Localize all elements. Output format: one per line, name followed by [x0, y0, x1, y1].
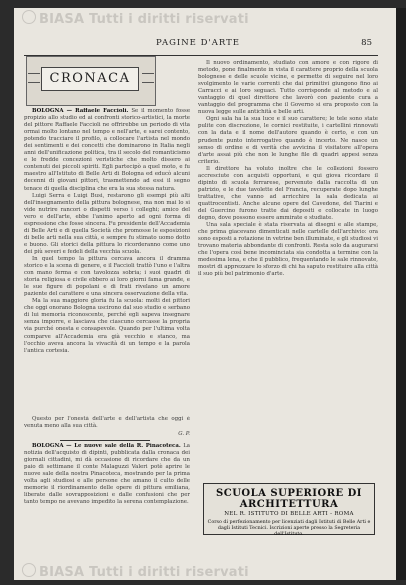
watermark-bottom [22, 563, 249, 580]
running-title: PAGINE D'ARTE [156, 38, 240, 48]
banner-ornament-right-icon [142, 73, 154, 83]
page-number: 85 [361, 38, 372, 48]
page-edge-shadow [396, 8, 406, 580]
ad-body: Corso di perfezionamento per licenziati dagli Istituti di Belle Arti e dagli Istituti Tecnici. Iscrizioni aperte presso la Segreteria dell'Istituto. [207, 520, 371, 537]
page-header [14, 38, 382, 54]
banner-title: CRONACA [41, 67, 139, 91]
left-column-closing [24, 416, 190, 438]
paragraph: Il nuovo ordinamento, studiato con amore e con rigore di metodo, pone finalmente in vista il carattere proprio della scuola bolognese e delle scuole vicine, e permette di seguire nel loro svolgimento le varie correnti che dai primitivi giungono fino ai Carracci e ai loro seguaci. Tutto corrisponde al metodo e al vantaggio di quel direttore che lavorò con paziente cura a vantaggio del programma che il Governo si era proposto con la nuova legge sulle antichità e belle arti. [198, 60, 378, 116]
right-column-article [198, 60, 378, 478]
ad-title: SCUOLA SUPERIORE DI ARCHITETTURA [216, 488, 362, 510]
paragraph: Luigi Serra e Luigi Busi, restarono gli esempi più alti dell'insegnamento della pittura bolognese, ma non mai lo si vide nutrire rancori o dispetti verso i colleghi; amico del vero e dell'arte, ebbe l'animo aperto ad ogni forma di espressione che fosse sincera. Fu presidente dell'Accademia di Belle Arti e di quella Società che promosse le esposizioni di belle arti nella sua città, e sempre fu stimato uomo dotto e buono. Gli storici della pittura lo ricorderanno come uno dei più severi e fedeli della vecchia scuola. [24, 192, 190, 255]
signature: G. P. [178, 431, 190, 438]
cronaca-banner [26, 56, 156, 106]
paragraph: Il direttore ha voluto inoltre che le collezioni fossero accresciute con acquisti opportuni, e qui giova ricordare il dipinto di scuola ferrarese, pervenuto dalla raccolta di un patrizio, e le due tavolette del Francia, recuperate dopo lunghe trattative, che vanno ad arricchire la sala dedicata ai quattrocentisti. Anche alcune opere del Cavedone, del Tiarini e del Guercino furono tratte dai depositi e collocate in luogo degno, dove possono essere ammirate e studiate. [198, 165, 378, 222]
watermark-top [22, 10, 249, 27]
paragraph: Se il momento fosse propizio allo studio ed ai confronti storico-artistici, la morte del pittore Raffaele Faccioli ne offrirebbe un periodo di vita ormai molto lontano nel tempo e nell'arte, e sarei contento, potendo tracciare il profilo, a collocare l'artista nel mondo dei sentimenti e dei concetti che dominarono in Italia negli anni dell'unificazione politica, tra il secolo del romanticismo e le fredde concezioni veristiche che molto dissero ai contenuti dei piccoli spiriti. Egli partecipò a quel moto, e fu maestro all'Istituto di Belle Arti di Bologna ed educò alcuni decenni di giovani pittori, trasmettendo ad essi il segno tenace di quella disciplina che era la sua stessa natura. [24, 108, 190, 192]
left-column-article [24, 108, 190, 416]
paragraph: La notizia dell'acquisto di dipinti, pubblicata dalla cronaca dei giornali cittadini, mi dà occasione di ricordare che da un paio di settimane il conte Malaguzzi Valeri potè aprire le nuove sale della nostra Pinacoteca, mostrando per la prima volta agli studiosi e alle persone che amano il culto delle memorie il riordinamento delle opere di pittura emiliana, liberate dalle sovrapposizioni e dalle confusioni che per tanto tempo ne avevano impedito la serena contemplazione. [24, 443, 190, 506]
watermark-top-text: BIASA Tutti i diritti riservati [39, 12, 249, 27]
paragraph: Ma la sua maggiore gloria fu la scuola: molti dei pittori che oggi onorano Bologna uscirono dal suo studio e serbano di lui memoria riconoscente, perché egli sapeva insegnare senza imporre, e lasciava che ciascuno cercasse la propria via purché onesta e consapevole. Quando per l'ultima volta comparve all'Accademia era già vecchio e stanco, ma l'occhio aveva ancora la vivacità di un tempo e la parola l'antica cortesia. [24, 298, 190, 354]
closing-paragraph: Questo per l'onestà dell'arte e dell'artista che oggi è venuta meno alla sua città. [24, 416, 190, 430]
banner-ornament-left-icon [28, 73, 40, 83]
watermark-bottom-text: BIASA Tutti i diritti riservati [39, 565, 249, 580]
section-divider [60, 440, 150, 441]
section2-heading: BOLOGNA — Le nuove sale della R. Pinacoteca. [32, 443, 181, 449]
paragraph: Ogni sala ha la sua luce e il suo carattere; le tele sono state pulite con discrezione, le cornici restituite, i cartellini rinnovati con la data e il nome dell'autore quando è certo, e con un prudente punto interrogativo quando è incerto. Ne nasce un senso di ordine e di verità che avvicina il visitatore all'opera d'arte assai più che non le lunghe file di quadri appesi senza criterio. [198, 116, 378, 165]
paragraph: Una sala speciale è stata riservata ai disegni e alle stampe, che prima giacevano dimenticati nelle cartelle dell'archivio: ora sono esposti a rotazione in vetrine ben illuminate, e gli studiosi vi trovano materia abbondante di confronti. Resta solo da augurarsi che l'opera così bene incominciata sia condotta a termine con la medesima lena, e che il pubblico, frequentando le sale rinnovate, mostri di apprezzare lo sforzo di chi ha saputo restituire alla città il suo più bel patrimonio d'arte. [198, 222, 378, 278]
section1-heading: BOLOGNA — Raffaele Faccioli. [32, 108, 129, 114]
left-column-section2 [24, 443, 190, 553]
watermark-logo-icon [22, 10, 36, 24]
ad-subtitle: NEL R. ISTITUTO DI BELLE ARTI - ROMA [224, 511, 354, 517]
advertisement-box [203, 483, 375, 535]
paragraph: In quel tempo la pittura cercava ancora il dramma storico e la scena di genere, e il Faccioli trattò l'uno e l'altra con mano ferma e con tavolozza sobria; i suoi quadri di storia religiosa e civile ebbero ai loro giorni fama grande, e le sue figure di popolani e di frati rivelano un amore paziente del carattere e una sincera osservazione della vita. [24, 255, 190, 298]
watermark-logo-icon [22, 563, 36, 577]
